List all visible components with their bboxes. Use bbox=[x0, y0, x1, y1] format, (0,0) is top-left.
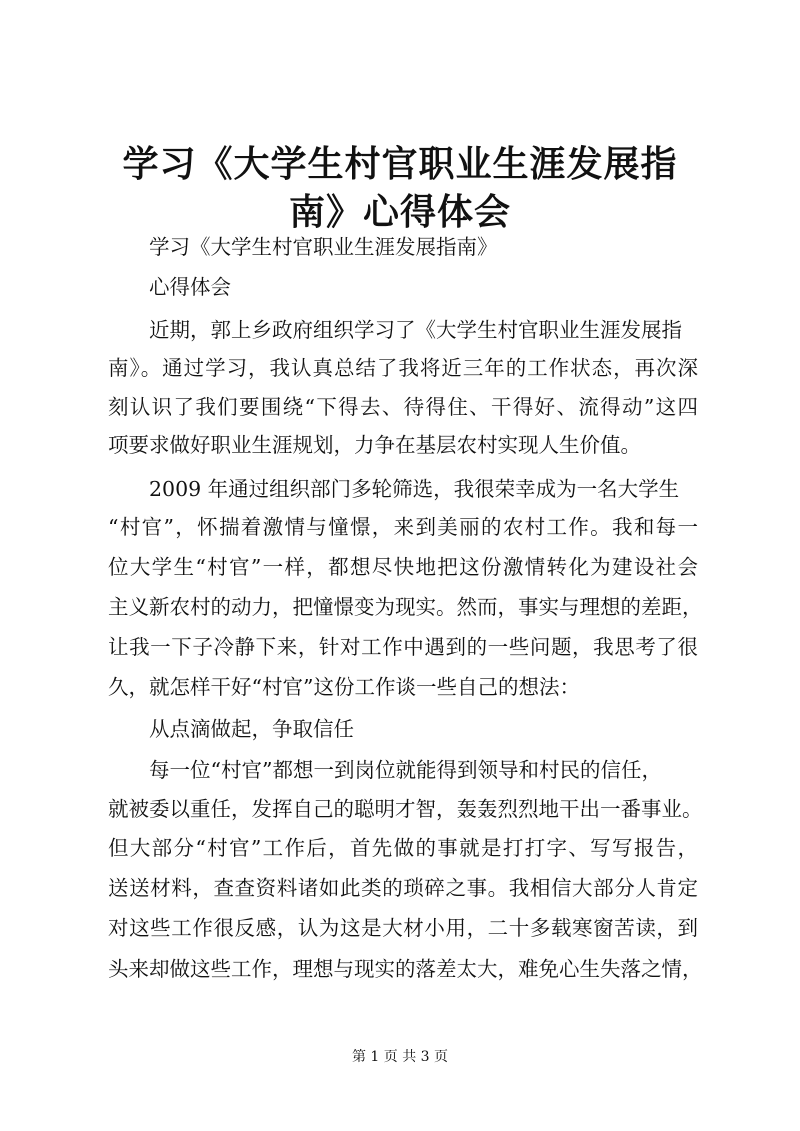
subtitle-line: 心得体会 bbox=[149, 275, 231, 299]
subtitle-line: 学习《大学生村官职业生涯发展指南》 bbox=[149, 235, 498, 259]
paragraph-line: 主义新农村的动力，把憧憬变为现实。然而，事实与理想的差距， bbox=[108, 595, 703, 619]
document-title: 学习《大学生村官职业生涯发展指南》心得体会 bbox=[122, 143, 678, 233]
paragraph-line: 就被委以重任，发挥自己的聪明才智，轰轰烈烈地干出一番事业。 bbox=[108, 797, 703, 821]
paragraph-line: 刻认识了我们要围绕“下得去、待得住、干得好、流得动”这四 bbox=[108, 395, 698, 419]
paragraph-line: 但大部分“村官”工作后，首先做的事就是打打字、写写报告， bbox=[108, 836, 698, 860]
paragraph-line: 位大学生“村官”一样，都想尽快地把这份激情转化为建设社会 bbox=[108, 555, 698, 579]
page-number: 第 1 页 共 3 页 bbox=[351, 1049, 449, 1065]
paragraph-line: 每一位“村官”都想一到岗位就能得到领导和村民的信任， bbox=[149, 758, 662, 782]
paragraph-line: 久，就怎样干好“村官”这份工作谈一些自己的想法： bbox=[108, 675, 580, 699]
section-heading: 从点滴做起，争取信任 bbox=[149, 717, 354, 741]
paragraph-line: 近期，郭上乡政府组织学习了《大学生村官职业生涯发展指 bbox=[149, 318, 682, 342]
paragraph-line: 南》。通过学习，我认真总结了我将近三年的工作状态，再次深 bbox=[108, 356, 698, 380]
paragraph-line: 让我一下子冷静下来，针对工作中遇到的一些问题，我思考了很 bbox=[108, 635, 698, 659]
paragraph-line: “村官”，怀揣着激情与憧憬，来到美丽的农村工作。我和每一 bbox=[108, 515, 698, 539]
paragraph-line: 项要求做好职业生涯规划，力争在基层农村实现人生价值。 bbox=[108, 433, 641, 457]
paragraph-line: 头来却做这些工作，理想与现实的落差太大，难免心生失落之情， bbox=[108, 957, 703, 981]
paragraph-line: 对这些工作很反感，认为这是大材小用，二十多载寒窗苦读，到 bbox=[108, 916, 698, 940]
paragraph-line: 2009 年通过组织部门多轮筛选，我很荣幸成为一名大学生 bbox=[149, 477, 680, 501]
paragraph-line: 送送材料，查查资料诸如此类的琐碎之事。我相信大部分人肯定 bbox=[108, 876, 698, 900]
